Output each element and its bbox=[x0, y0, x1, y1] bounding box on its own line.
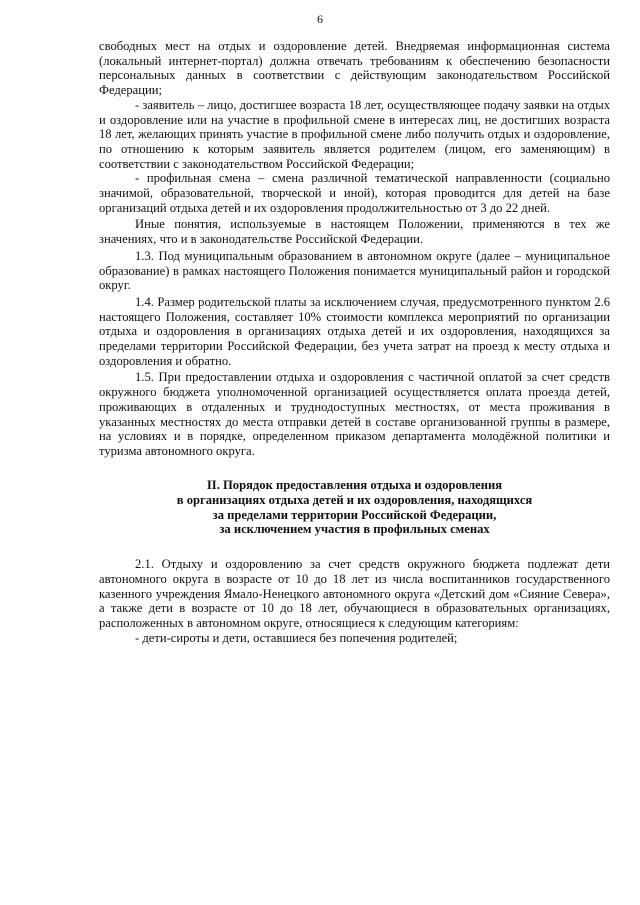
section-heading-line: за пределами территории Российской Федерации, bbox=[212, 507, 497, 522]
category-orphans: - дети-сироты и дети, оставшиеся без попечения родителей; bbox=[135, 630, 458, 645]
definition-profile-shift: - профильная смена – смена различной тематической направленности (социально значимой, образовательной, творческой и иной), которая проводится для детей на базе организаций отдыха детей и их оздоровления продолжительностью от 3 до 22 дней. bbox=[99, 171, 610, 215]
document-body bbox=[99, 39, 610, 646]
page-number: 6 bbox=[317, 12, 323, 26]
paragraph-continuation: свободных мест на отдых и оздоровление детей. Внедряемая информационная система (локальный интернет-портал) должна отвечать требованиям к обеспечению безопасности персональных данных в соответствии с действующим законодательством Российской Федерации; bbox=[99, 39, 610, 98]
paragraph-other-terms: Иные понятия, используемые в настоящем Положении, применяются в тех же значениях, что и в законодательстве Российской Федерации. bbox=[99, 217, 610, 247]
definition-applicant: - заявитель – лицо, достигшее возраста 18 лет, осуществляющее подачу заявки на отдых и оздоровление или на участие в профильной смене в интересах лиц, не достигших возраста 18 лет, желающих принять участие в профильной смене либо получить отдых и оздоровление, по отношению к которым заявитель является родителем (лицом, его заменяющим) в соответствии с законодательством Российской Федерации; bbox=[99, 97, 610, 171]
section-heading bbox=[99, 478, 610, 538]
clause-1-3: 1.3. Под муниципальным образованием в автономном округе (далее – муниципальное образование) в рамках настоящего Положения понимается муниципальный район и городской округ. bbox=[99, 248, 610, 293]
section-heading-line: II. Порядок предоставления отдыха и оздоровления bbox=[206, 477, 503, 492]
clause-2-1: 2.1. Отдыху и оздоровлению за счет средств окружного бюджета подлежат дети автономного округа в возрасте от 10 до 18 лет из числа воспитанников государственного казенного учреждения Ямало-Ненецкого автономного округа «Детский дом «Сияние Севера», а также дети в возрасте от 10 до 18 лет, обучающиеся в образовательных организациях, расположенных в автономном округе, относящиеся к следующим категориям: bbox=[99, 557, 610, 631]
clause-1-5: 1.5. При предоставлении отдыха и оздоровления с частичной оплатой за счет средств окружного бюджета уполномоченной организацией осуществляется оплата проезда детей, проживающих в отдаленных и труднодоступных местностях, от места проживания в указанных местностях до места отправки детей в составе организованной группы в размере, на условиях и в порядке, определенном приказом департамента молодёжной политики и туризма автономного округа. bbox=[99, 370, 610, 458]
clause-1-4: 1.4. Размер родительской платы за исключением случая, предусмотренного пунктом 2.6 настоящего Положения, составляет 10% стоимости комплекса мероприятий по организации отдыха и оздоровления в организациях отдыха детей и их оздоровления, находящихся за пределами территории Российской Федерации, без учета затрат на проезд к месту отдыха и оздоровления и обратно. bbox=[99, 294, 610, 368]
section-heading-line: в организациях отдыха детей и их оздоровления, находящихся bbox=[176, 492, 533, 507]
section-heading-line: за исключением участия в профильных сменах bbox=[219, 522, 490, 537]
